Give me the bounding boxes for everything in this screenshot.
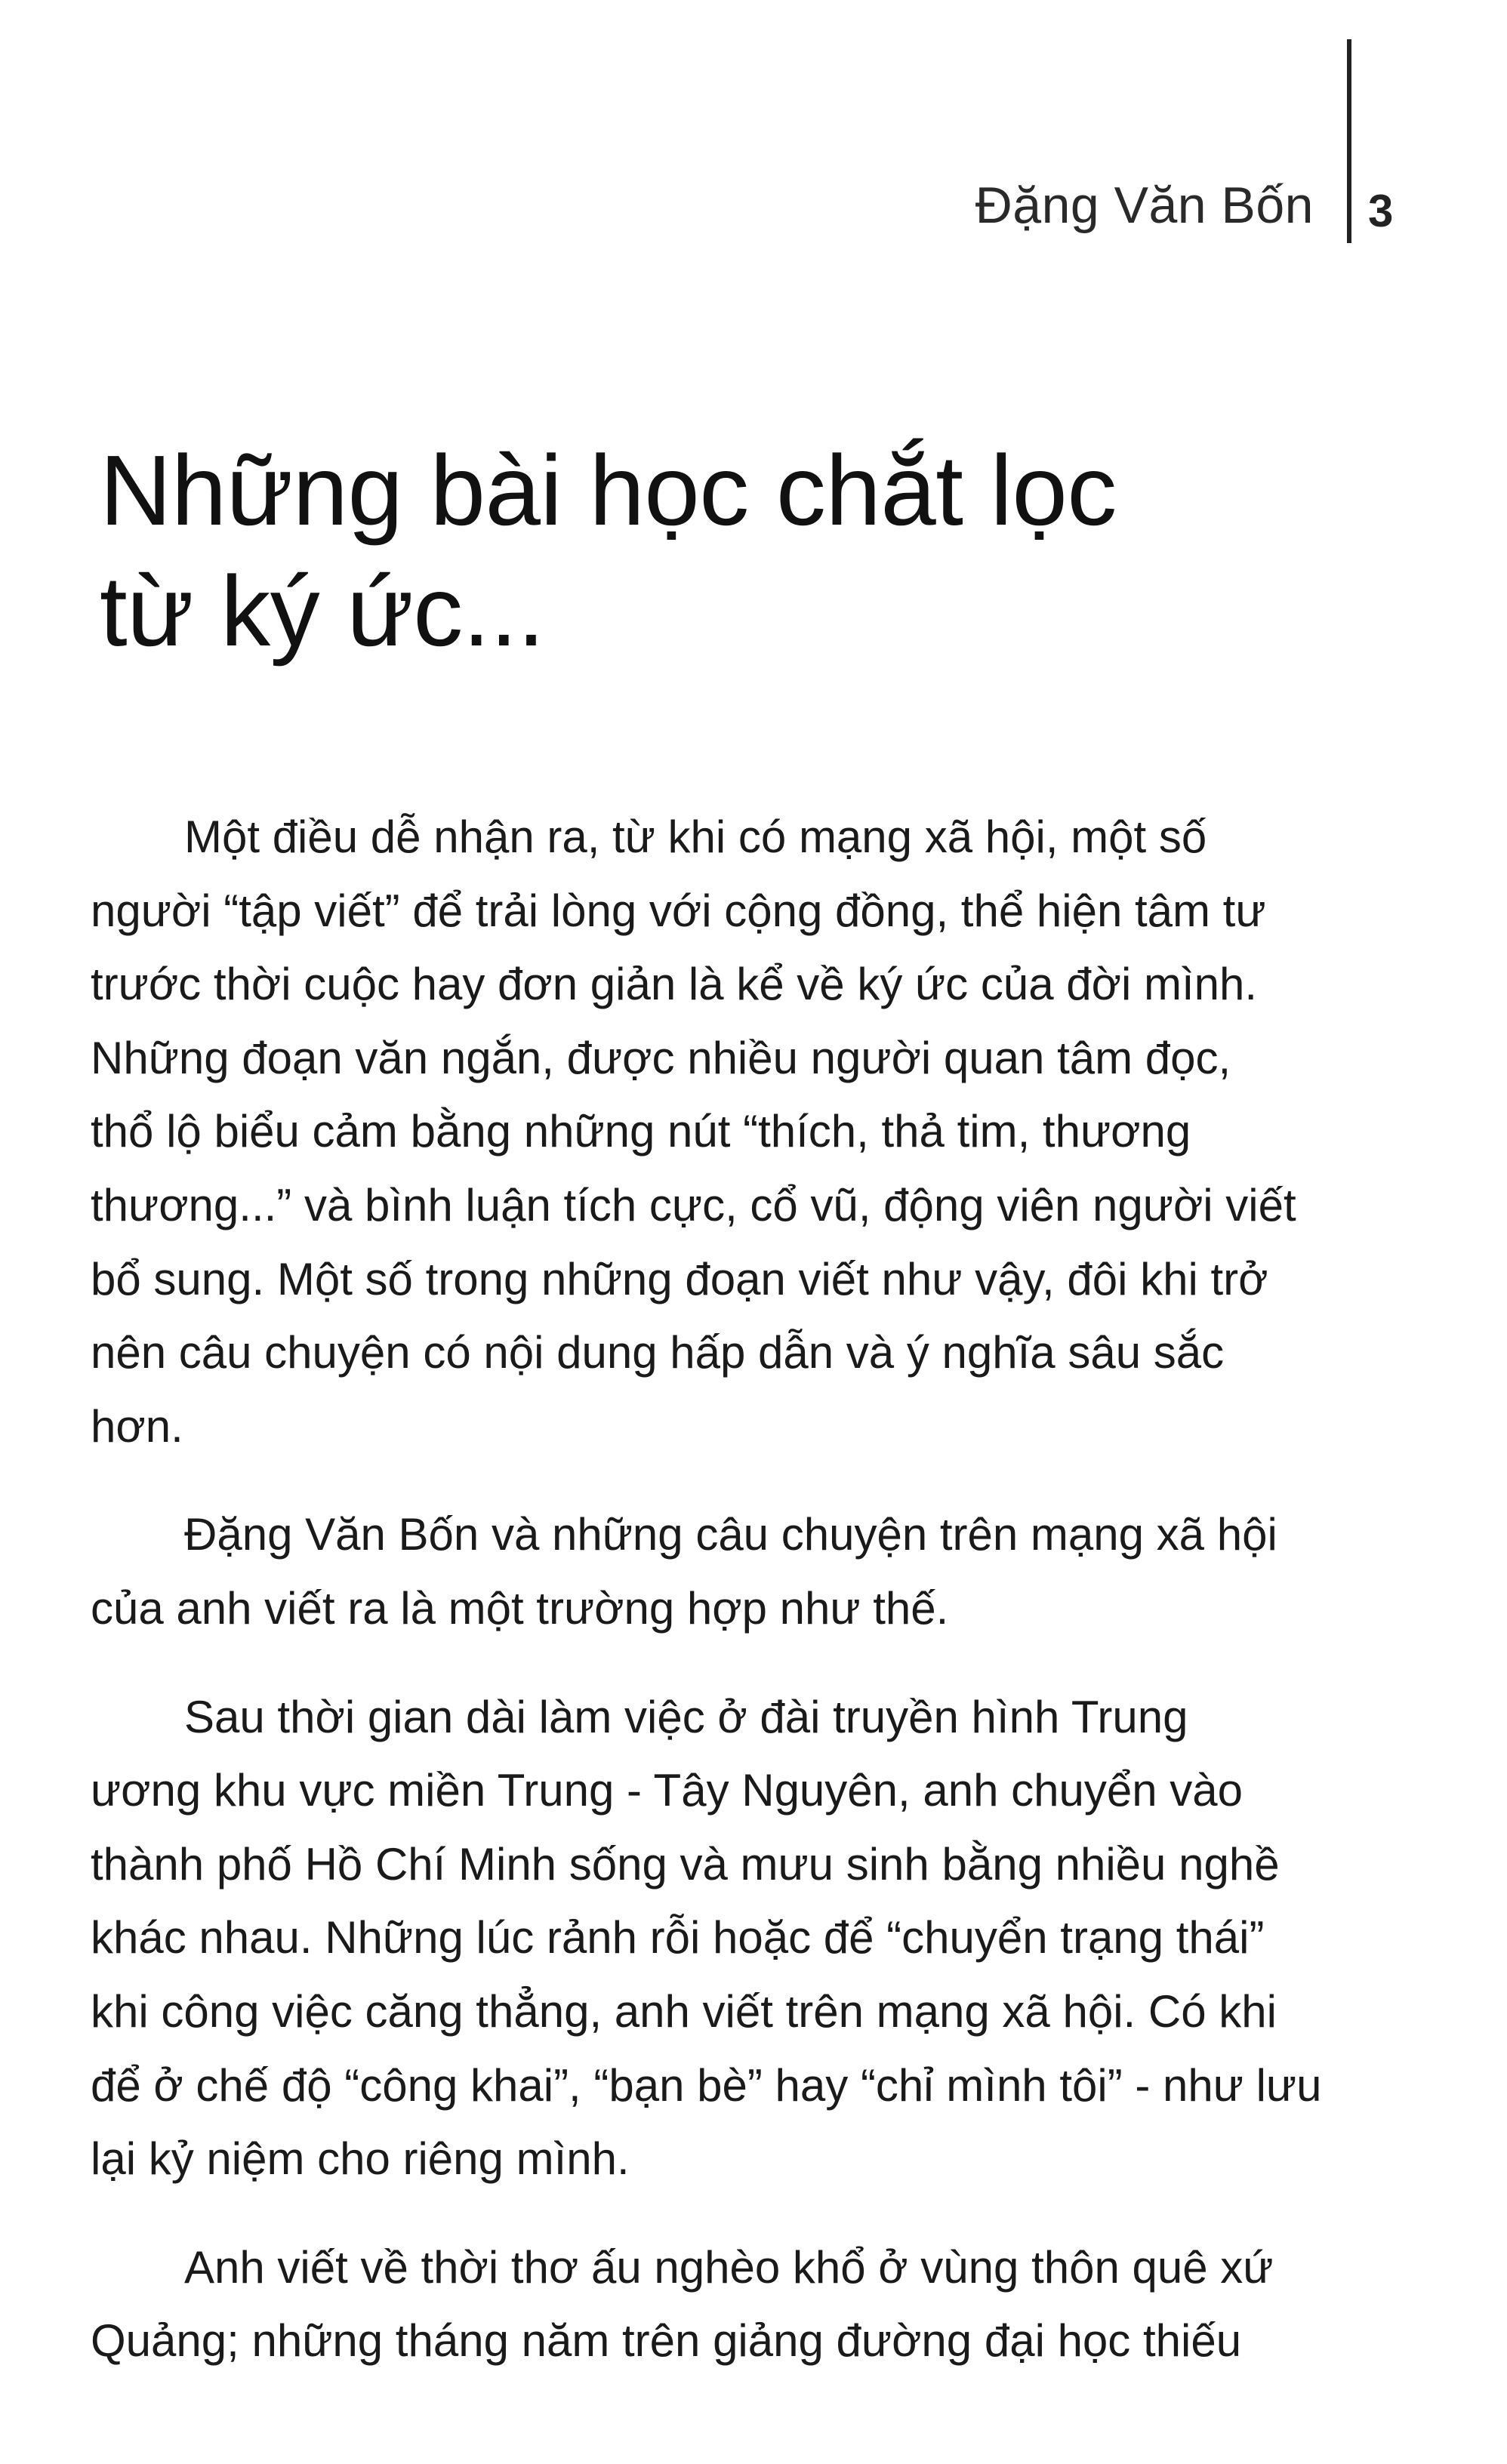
paragraph-line: ương khu vực miền Trung - Tây Nguyên, anh chuyển vào — [91, 1765, 1244, 1816]
page-number: 3 — [1368, 186, 1394, 236]
paragraph-line: người “tập viết” để trải lòng với cộng đồng, thể hiện tâm tư — [91, 885, 1266, 936]
paragraph-line: Một điều dễ nhận ra, từ khi có mạng xã hội, một số — [184, 812, 1207, 862]
paragraph-line: khác nhau. Những lúc rảnh rỗi hoặc để “chuyển trạng thái” — [91, 1912, 1265, 1964]
chapter-title-line-2: từ ký ức... — [100, 556, 545, 667]
paragraph-4 — [91, 2231, 1336, 2378]
paragraph-line: thổ lộ biểu cảm bằng những nút “thích, thả tim, thương — [91, 1106, 1191, 1157]
paragraph-line: để ở chế độ “công khai”, “bạn bè” hay “chỉ mình tôi” - như lưu — [91, 2059, 1322, 2111]
chapter-title — [100, 430, 1308, 672]
paragraph-line: Những đoạn văn ngắn, được nhiều người quan tâm đọc, — [91, 1032, 1231, 1083]
paragraph-line: trước thời cuộc hay đơn giản là kể về ký ức của đời mình. — [91, 959, 1258, 1010]
paragraph-line: bổ sung. Một số trong những đoạn viết như vậy, đôi khi trở — [91, 1253, 1268, 1304]
paragraph-line: thành phố Hồ Chí Minh sống và mưu sinh bằng nhiều nghề — [91, 1838, 1280, 1890]
paragraph-line: khi công việc căng thẳng, anh viết trên mạng xã hội. Có khi — [91, 1985, 1277, 2037]
paragraph-line: Anh viết về thời thơ ấu nghèo khổ ở vùng thôn quê xứ — [184, 2241, 1274, 2293]
paragraph-line: Đặng Văn Bốn và những câu chuyện trên mạng xã hội — [184, 1509, 1277, 1560]
paragraph-line: lại kỷ niệm cho riêng mình. — [91, 2133, 630, 2185]
paragraph-line: Sau thời gian dài làm việc ở đài truyền hình Trung — [184, 1691, 1188, 1742]
paragraph-line: thương...” và bình luận tích cực, cổ vũ, động viên người viết — [91, 1179, 1296, 1230]
body-text — [91, 800, 1336, 2413]
paragraph-line: hơn. — [91, 1400, 183, 1452]
paragraph-line: của anh viết ra là một trường hợp như thế. — [91, 1582, 949, 1634]
running-head-author: Đặng Văn Bốn — [975, 177, 1314, 234]
chapter-title-line-1: Những bài học chắt lọc — [100, 435, 1117, 546]
paragraph-line: Quảng; những tháng năm trên giảng đường đại học thiếu — [91, 2315, 1242, 2367]
paragraph-3 — [91, 1680, 1336, 2196]
header-divider — [1347, 39, 1351, 243]
paragraph-2 — [91, 1498, 1336, 1645]
paragraph-1 — [91, 800, 1336, 1463]
paragraph-line: nên câu chuyện có nội dung hấp dẫn và ý nghĩa sâu sắc — [91, 1327, 1225, 1378]
